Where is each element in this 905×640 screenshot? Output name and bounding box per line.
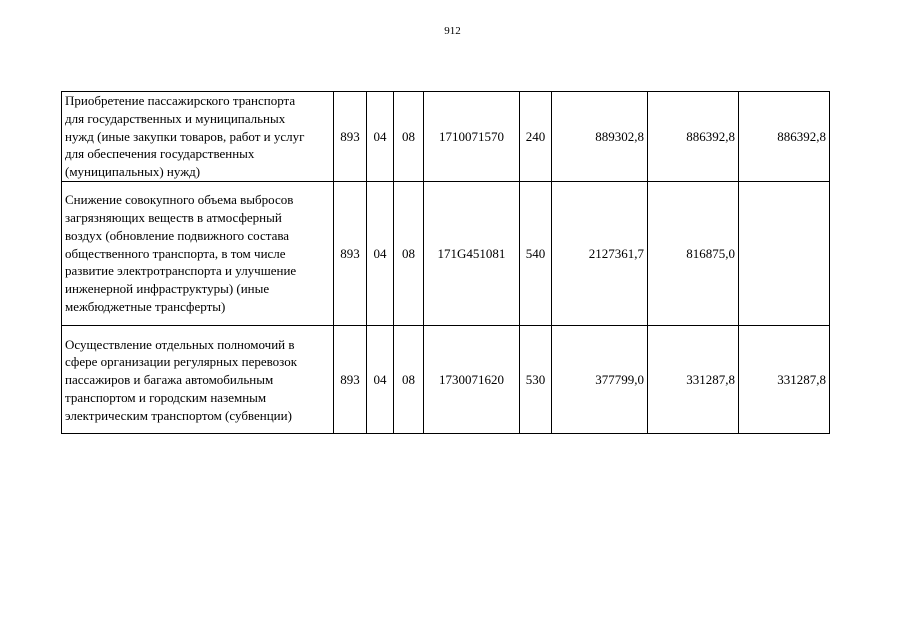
section-code: 04 [367,92,394,182]
description-line: Снижение совокупного объема выбросов [65,192,294,208]
description-line: Приобретение пассажирского транспорта [65,93,296,108]
table-row [62,182,830,326]
amount-1: 377799,0 [552,326,648,434]
target-code: 171G451081 [424,182,520,326]
section-code: 04 [367,326,394,434]
amount-1: 2127361,7 [552,182,648,326]
description-line: загрязняющих веществ в атмосферный [65,210,282,225]
row-description [62,326,334,434]
description-line: пассажиров и багажа автомобильным [65,372,274,388]
description-line: инженерной инфраструктуры) (иные [65,281,270,297]
section-code: 04 [367,182,394,326]
ministry-code: 893 [334,326,367,434]
description-line: воздух (обновление подвижного состава [65,227,290,243]
amount-2: 331287,8 [648,326,739,434]
amount-1: 889302,8 [552,92,648,182]
expense-type-code: 530 [520,326,552,434]
description-line: для обеспечения государственных [65,146,255,162]
page-number: 912 [444,25,461,37]
expense-type-code: 540 [520,182,552,326]
description-line: для государственных и муниципальных [65,110,286,126]
description-line: Осуществление отдельных полномочий в [65,336,295,352]
table-row [62,92,830,182]
amount-3: 886392,8 [739,92,830,182]
expense-type-code: 240 [520,92,552,182]
amount-3 [739,182,830,326]
table-row [62,326,830,434]
ministry-code: 893 [334,182,367,326]
amount-2: 886392,8 [648,92,739,182]
amount-2: 816875,0 [648,182,739,326]
target-code: 1710071570 [424,92,520,182]
amount-3: 331287,8 [739,326,830,434]
description-line: межбюджетные трансферты) [65,298,226,314]
subsection-code: 08 [394,326,424,434]
description-line: сфере организации регулярных перевозок [65,354,298,370]
target-code: 1730071620 [424,326,520,434]
row-description [62,92,334,182]
subsection-code: 08 [394,92,424,182]
ministry-code: 893 [334,92,367,182]
description-line: нужд (иные закупки товаров, работ и услуг [65,128,305,144]
budget-table [61,91,830,434]
row-description [62,182,334,326]
description-line: общественного транспорта, в том числе [65,245,286,261]
description-line: развитие электротранспорта и улучшение [65,263,297,279]
subsection-code: 08 [394,182,424,326]
description-line: (муниципальных) нужд) [65,164,201,180]
description-line: транспортом и городским наземным [65,389,267,405]
description-line: электрическим транспортом (субвенции) [65,407,292,423]
